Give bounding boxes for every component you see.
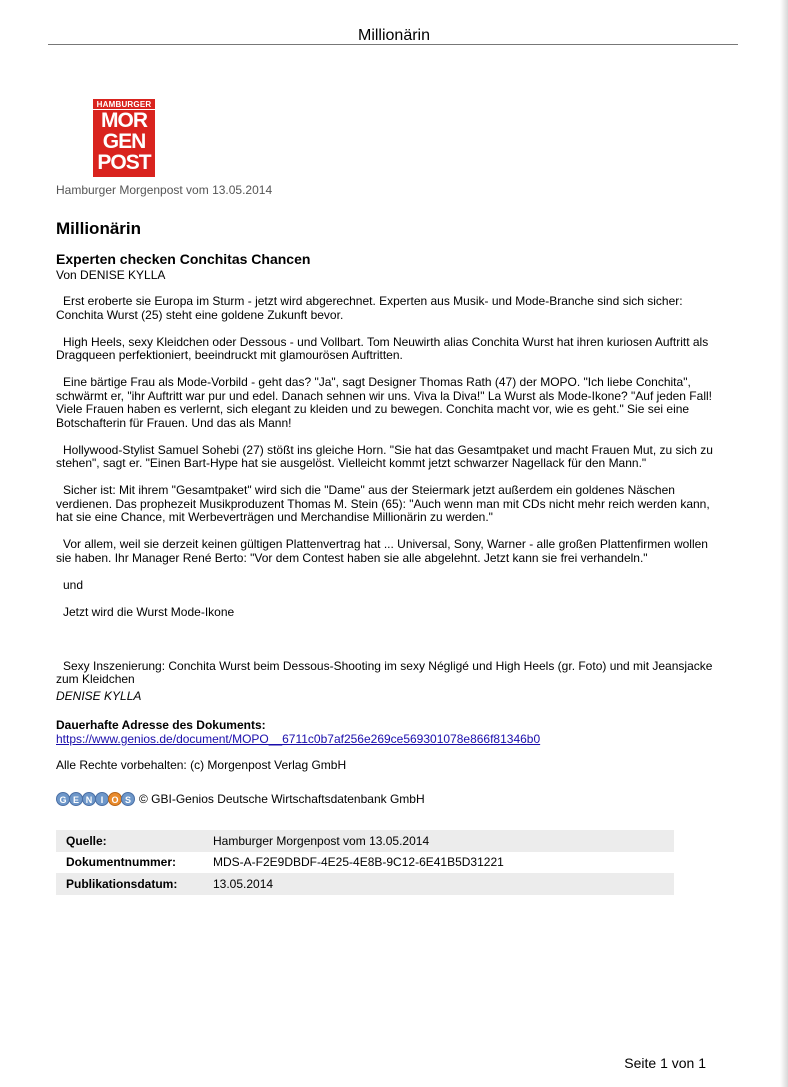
table-row (56, 830, 674, 852)
page-number: Seite 1 von 1 (624, 1055, 706, 1071)
paragraph: High Heels, sexy Kleidchen oder Dessous - und Vollbart. Tom Neuwirth alias Conchita Wurst hat ihren kuriosen Auftritt als Dragqueen perfektioniert, beeindruckt mit glamourösen Auftritten. (56, 334, 709, 362)
genios-logo-letter: N (82, 792, 96, 806)
table-row (56, 873, 674, 895)
permalink-link[interactable]: https://www.genios.de/document/MOPO__6711c0b7af256e269ce569301078e866f81346b0 (56, 732, 541, 746)
meta-key: Dokumentnummer: (66, 855, 177, 870)
paragraph: Jetzt wird die Wurst Mode-Ikone (63, 604, 235, 619)
paragraph: Vor allem, weil sie derzeit keinen gültigen Plattenvertrag hat ... Universal, Sony, Warner - alle großen Plattenfirmen wollen sie haben. Ihr Manager René Berto: "Vor dem Contest haben sie alle abgelehnt. Jetzt kann sie frei verhandeln." (56, 537, 708, 565)
article-byline: Von DENISE KYLLA (56, 268, 166, 282)
paragraph: und (63, 577, 84, 592)
article-body (56, 295, 724, 717)
article-subtitle: Experten checken Conchitas Chancen (56, 251, 311, 267)
logo-line-3: POST (97, 151, 151, 174)
table-row (56, 852, 674, 874)
page-edge-shadow (780, 0, 788, 1087)
genios-logo-letter: I (95, 792, 109, 806)
paragraph: Sicher ist: Mit ihrem "Gesamtpaket" wird sich die "Dame" aus der Steiermark jetzt außerdem ein goldenes Näschen verdienen. Das prophezeit Musikproduzent Thomas M. Stein (65): "Auch wenn man mit CDs nicht mehr reich werden kann, hat sie eine Chance, mit Werbeverträgen und Merchandise Millionärin zu werden." (56, 483, 710, 524)
permalink-label: Dauerhafte Adresse des Dokuments: (56, 718, 266, 732)
genios-copyright: © GBI-Genios Deutsche Wirtschaftsdatenbank GmbH (139, 792, 425, 806)
running-header-title: Millionärin (357, 27, 431, 44)
article-title: Millionärin (56, 219, 141, 238)
morgenpost-logo (93, 99, 155, 177)
genios-logo-letter: E (69, 792, 83, 806)
photo-caption: Sexy Inszenierung: Conchita Wurst beim Dessous-Shooting im sexy Négligé und High Heels (gr. Foto) und mit Jeansjacke zum Kleidchen (56, 658, 713, 686)
genios-copyright-row (56, 790, 425, 808)
header-divider (48, 44, 738, 45)
paragraph-spacer (56, 633, 724, 647)
logo-top-text: HAMBURGER (93, 99, 155, 110)
genios-logo-letter: G (56, 792, 70, 806)
paragraph: Hollywood-Stylist Samuel Sohebi (27) stößt ins gleiche Horn. "Sie hat das Gesamtpaket und macht Frauen Mut, zu sich zu stehen", sagt er. "Einen Bart-Hype hat sie ausgelöst. Vielleicht kommt jetzt schwarzer Nagellack für den Mann." (56, 442, 713, 470)
article-author: DENISE KYLLA (56, 689, 142, 703)
meta-key: Publikationsdatum: (56, 873, 213, 895)
genios-logo-letter: S (121, 792, 135, 806)
document-meta-table (56, 830, 674, 895)
paragraph: Erst eroberte sie Europa im Sturm - jetzt wird abgerechnet. Experten aus Musik- und Mode-Branche sind sich sicher: Conchita Wurst (25) steht eine goldene Zukunft bevor. (56, 294, 683, 322)
rights-notice: Alle Rechte vorbehalten: (c) Morgenpost Verlag GmbH (56, 758, 347, 772)
genios-logo (56, 792, 134, 806)
source-line: Hamburger Morgenpost vom 13.05.2014 (56, 183, 273, 197)
meta-key: Quelle: (56, 830, 213, 852)
meta-value: 13.05.2014 (213, 873, 674, 895)
meta-value: Hamburger Morgenpost vom 13.05.2014 (213, 830, 674, 852)
genios-logo-letter: O (108, 792, 122, 806)
meta-value: MDS-A-F2E9DBDF-4E25-4E8B-9C12-6E41B5D31221 (213, 855, 504, 870)
paragraph: Eine bärtige Frau als Mode-Vorbild - geht das? "Ja", sagt Designer Thomas Rath (47) der MOPO. "Ich liebe Conchita", schwärmt er, "ihr Auftritt war pur und edel. Danach sehnen wir uns. Viva la Diva!" La Wurst als Mode-Ikone? "Auf jeden Fall! Viele Frauen haben es verlernt, sich elegant zu kleiden und zu bewegen. Conchita macht vor, wie es geht." Sie sei eine Botschafterin für Frauen. Und das als Mann! (56, 375, 712, 430)
logo-line-2: GEN (102, 130, 146, 153)
logo-line-1: MOR (101, 109, 147, 132)
